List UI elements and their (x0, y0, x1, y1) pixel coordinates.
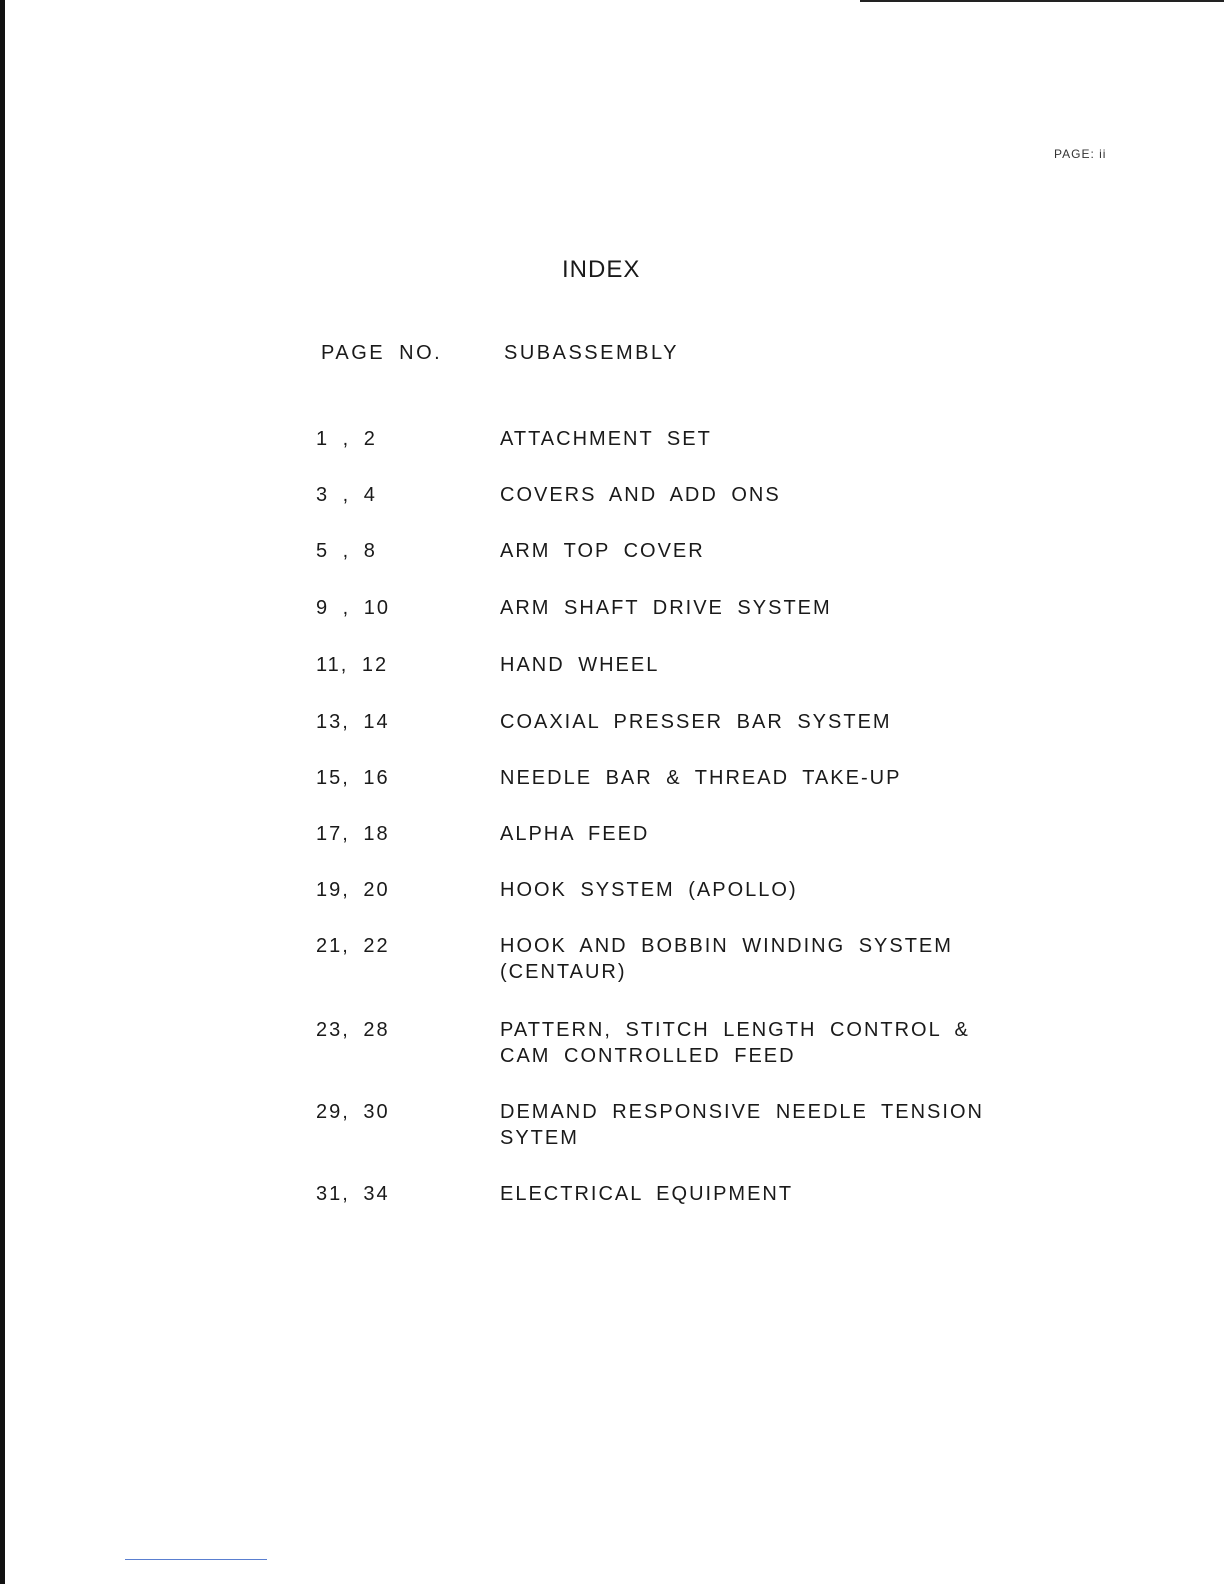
entry-title: ALPHA FEED (500, 823, 650, 845)
entry-title: HOOK AND BOBBIN WINDING SYSTEM (CENTAUR) (500, 935, 953, 983)
entry-pages: 21, 22 (316, 935, 390, 957)
entry-title: COAXIAL PRESSER BAR SYSTEM (500, 711, 892, 733)
entry-pages: 31, 34 (316, 1183, 390, 1205)
index-entry (316, 933, 1036, 985)
index-entry (316, 482, 1036, 508)
entry-pages: 17, 18 (316, 823, 390, 845)
scan-top-line (860, 0, 1224, 2)
entry-pages: 11, 12 (316, 654, 389, 676)
entry-pages: 15, 16 (316, 767, 390, 789)
entry-pages: 19, 20 (316, 879, 390, 901)
column-header-subassembly: SUBASSEMBLY (504, 342, 679, 364)
index-entry (316, 765, 1036, 791)
entry-title: DEMAND RESPONSIVE NEEDLE TENSION SYTEM (500, 1101, 984, 1149)
entry-pages: 3 , 4 (316, 484, 377, 506)
page-title: INDEX (562, 256, 641, 283)
entry-pages: 23, 28 (316, 1019, 390, 1041)
scan-bottom-line (125, 1559, 267, 1560)
index-entry (316, 709, 1036, 735)
index-entry (316, 821, 1036, 847)
entry-title: HAND WHEEL (500, 654, 660, 676)
index-list (316, 426, 1036, 1207)
index-entry (316, 595, 1036, 621)
entry-pages: 13, 14 (316, 711, 390, 733)
index-entry (316, 426, 1036, 452)
page-number-label: PAGE: ii (1054, 147, 1107, 161)
entry-pages: 1 , 2 (316, 428, 377, 450)
entry-title: HOOK SYSTEM (APOLLO) (500, 879, 798, 901)
entry-title: COVERS AND ADD ONS (500, 484, 781, 506)
entry-title: ELECTRICAL EQUIPMENT (500, 1183, 794, 1205)
entry-pages: 5 , 8 (316, 540, 377, 562)
entry-title: NEEDLE BAR & THREAD TAKE-UP (500, 767, 902, 789)
index-entry (316, 1181, 1036, 1207)
index-entry (316, 1099, 1036, 1151)
entry-pages: 29, 30 (316, 1101, 390, 1123)
entry-title: PATTERN, STITCH LENGTH CONTROL & CAM CONTROLLED FEED (500, 1019, 970, 1067)
index-entry (316, 1017, 1036, 1069)
index-entry (316, 652, 1036, 678)
column-header-page-no: PAGE NO. (321, 342, 443, 364)
index-entry (316, 538, 1036, 564)
entry-title: ARM TOP COVER (500, 540, 705, 562)
entry-title: ATTACHMENT SET (500, 428, 712, 450)
scan-left-edge (0, 0, 5, 1584)
entry-pages: 9 , 10 (316, 597, 391, 619)
entry-title: ARM SHAFT DRIVE SYSTEM (500, 597, 832, 619)
index-entry (316, 877, 1036, 903)
